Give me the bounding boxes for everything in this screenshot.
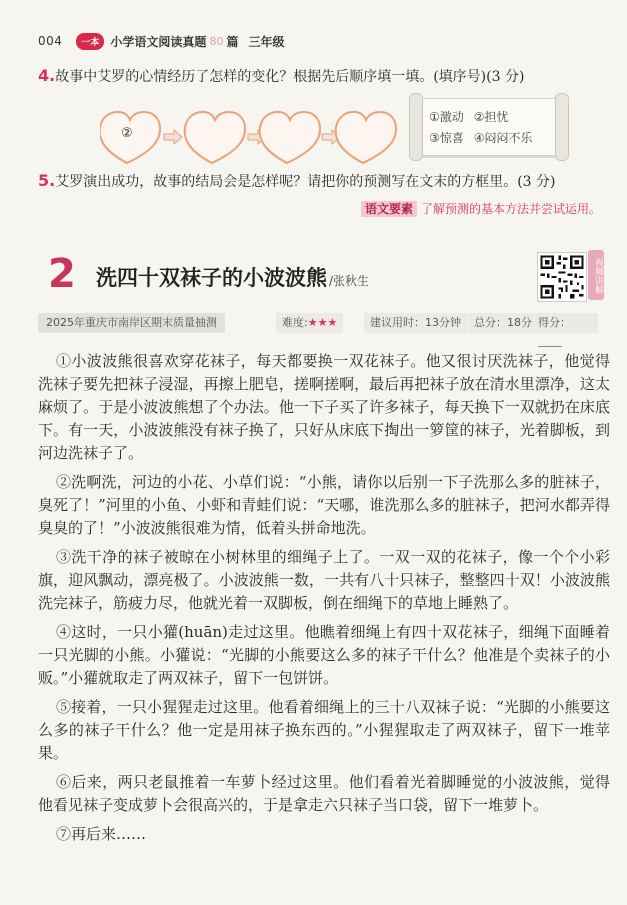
brand-logo: 一本 xyxy=(76,33,104,50)
scroll-roll-right xyxy=(555,93,569,161)
paragraph-5: ⑤接着，一只小猩猩走过这里。他看着细绳上的三十八双袜子说：“光脚的小熊要这么多的袜子干什么？他一定是用袜子换东西的。”小猩猩取走了两双袜子，留下一堆苹果。 xyxy=(38,698,610,762)
option-1: ①激动 xyxy=(429,110,464,124)
section-title: 洗四十双袜子的小波波熊 xyxy=(96,266,327,290)
difficulty-label: 难度: xyxy=(282,316,308,329)
score-obtained-label: 得分： xyxy=(538,316,571,329)
reading-passage xyxy=(38,350,610,846)
score-blank[interactable] xyxy=(538,334,562,347)
section-number: 2 xyxy=(48,251,76,297)
paragraph-7: ⑦再后来…… xyxy=(56,825,147,843)
suggested-time: 建议用时：13分钟 xyxy=(364,313,467,333)
paragraph-1: ①小波波熊很喜欢穿花袜子，每天都要换一双花袜子。他又很讨厌洗袜子，他觉得洗袜子要先把袜子浸湿，再擦上肥皂，搓啊搓啊，最后再把袜子放在清水里漂净，这太麻烦了。于是小波波熊想了个办法。他一下子买了许多袜子，每天换下一双就扔在床底下。有一天，小波波熊没有袜子换了，只好从床底下掏出一箩筐的袜子，光着脚板，到河边洗袜子了。 xyxy=(38,352,610,462)
question-4 xyxy=(38,66,524,87)
heart-sequence xyxy=(100,108,400,166)
question-5-text: 艾罗演出成功，故事的结局会是怎样呢？请把你的预测写在文末的方框里。(3 分) xyxy=(55,174,556,190)
paragraph-2: ②洗啊洗，河边的小花、小草们说：“小熊，请你以后别一下子洗那么多的脏袜子，臭死了！”河里的小鱼、小虾和青蛙们说：“天哪，谁洗那么多的脏袜子，把河水都弄得臭臭的了！”小波波熊很难为情，低着头拼命地洗。 xyxy=(38,473,610,537)
question-5 xyxy=(38,171,556,192)
video-tab[interactable]: 视频讲解 xyxy=(588,250,604,300)
difficulty xyxy=(276,313,343,333)
total-score: 总分：18分 xyxy=(468,313,538,333)
score-obtained xyxy=(532,313,598,333)
option-4: ④闷闷不乐 xyxy=(473,131,533,145)
book-title: 小学语文阅读真题 xyxy=(110,34,207,49)
paragraph-3: ③洗干净的袜子被晾在小树林里的细绳子上了。一双一双的花袜子，像一个个小彩旗，迎风飘动，漂亮极了。小波波熊一数，一共有八十只袜子，整整四十双！小波波熊洗完袜子，筋疲力尽，他就光着一双脚板，倒在细绳下的草地上睡熟了。 xyxy=(38,548,610,612)
option-2: ②担忧 xyxy=(473,110,509,124)
arrow-1 xyxy=(164,130,182,144)
options-row-1 xyxy=(429,108,509,125)
skill-tip-text: 了解预测的基本方法并尝试运用。 xyxy=(420,202,601,216)
page-number: 004 xyxy=(38,34,63,48)
question-4-number: 4. xyxy=(38,66,56,85)
paragraph-4: ④这时，一只小獾(huān)走过这里。他瞧着细绳上有四十双花袜子，细绳下面睡着一只光脚的小熊。小獾说：“光脚的小熊要这么多的袜子干什么？他准是个卖袜子的小贩。”小獾就取走了两双袜子，留下一包饼饼。 xyxy=(38,623,610,687)
exam-source: 2025年重庆市南岸区期末质量抽测 xyxy=(38,313,225,333)
question-4-text: 故事中艾罗的心情经历了怎样的变化？根据先后顺序填一填。(填序号)(3 分) xyxy=(55,69,525,85)
section-title-line xyxy=(96,262,369,292)
paragraph-6: ⑥后来，两只老鼠推着一车萝卜经过这里。他们看着光着脚睡觉的小波波熊，觉得他看见袜子变成萝卜会很高兴的，于是拿走六只袜子当口袋，留下一堆萝卜。 xyxy=(38,773,610,814)
skill-tag: 语文要素 xyxy=(361,201,417,217)
option-3: ③惊喜 xyxy=(429,131,464,145)
heart-2[interactable] xyxy=(185,112,245,163)
page-header xyxy=(38,30,284,52)
scroll-roll-left xyxy=(409,93,423,161)
options-row-2 xyxy=(429,129,533,146)
heart-1-answer: ② xyxy=(121,126,133,141)
book-number: 80 xyxy=(209,34,224,48)
difficulty-stars: ★★★ xyxy=(307,316,338,329)
info-bar xyxy=(38,313,598,335)
section-author: /张秋生 xyxy=(329,274,370,288)
question-5-number: 5. xyxy=(38,171,56,190)
heart-4[interactable] xyxy=(336,112,396,163)
grade-label: 三年级 xyxy=(248,34,285,49)
heart-3[interactable] xyxy=(260,112,320,163)
skill-tip xyxy=(361,200,601,217)
options-scroll xyxy=(418,98,560,156)
qr-code-icon[interactable] xyxy=(537,252,587,302)
book-unit: 篇 xyxy=(226,34,239,49)
